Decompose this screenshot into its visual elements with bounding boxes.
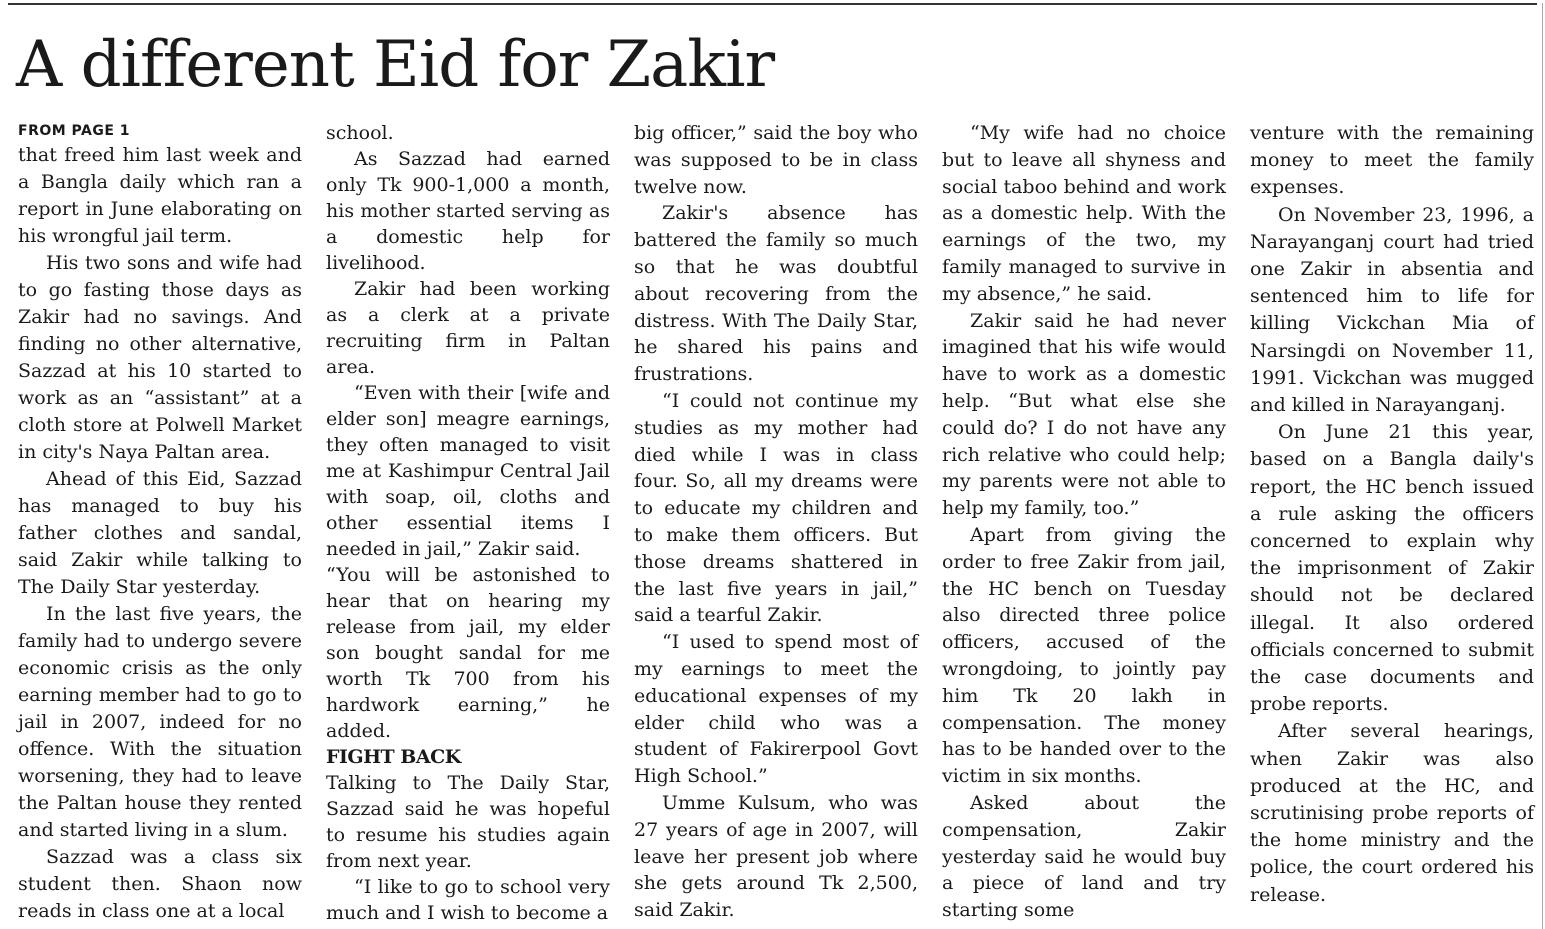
paragraph: venture with the remaining money to meet the family expenses.	[1250, 122, 1534, 199]
paragraph: “My wife had no choice but to leave all shyness and social taboo behind and work as a domestic help. With the earnings of the two, my family managed to survive in my absence,” he said.	[942, 122, 1226, 305]
paragraph: Zakir said he had never imagined that his wife would have to work as a domestic help. “But what else she could do? I do not have any rich relative who could help; my parents were not able to help my family, too.”	[942, 309, 1226, 520]
paragraph: Talking to The Daily Star, Sazzad said he was hopeful to resume his studies again from next year.	[326, 772, 610, 872]
paragraph: On June 21 this year, based on a Bangla daily's report, the HC bench issued a rule asking the officers concerned to explain why the imprisonment of Zakir should not be declared illegal. It also ordered officials concerned to submit the case documents and probe reports.	[1250, 421, 1534, 716]
paragraph: school.	[326, 122, 394, 144]
headline: A different Eid for Zakir	[16, 28, 775, 102]
paragraph: His two sons and wife had to go fasting those days as Zakir had no savings. And finding no other alternative, Sazzad at his 10 started to work as an “assistant” at a cloth store at Polwell Market in city's Naya Paltan area.	[18, 252, 302, 463]
paragraph: As Sazzad had earned only Tk 900-1,000 a month, his mother started serving as a domestic help for livelihood.	[326, 148, 610, 274]
paragraph: Sazzad was a class six student then. Shaon now reads in class one at a local	[18, 846, 302, 922]
paragraph: Apart from giving the order to free Zakir from jail, the HC bench on Tuesday also directed three police officers, accused of the wrongdoing, to jointly pay him Tk 20 lakh in compensation. The money has to be handed over to the victim in six months.	[942, 523, 1226, 788]
paragraph: Zakir's absence has battered the family so much so that he was doubtful about recovering from the distress. With The Daily Star, he shared his pains and frustrations.	[634, 202, 918, 386]
paragraph: “I used to spend most of my earnings to meet the educational expenses of my elder child who was a student of Fakirerpool Govt High School.”	[634, 631, 918, 788]
paragraph: Zakir had been working as a clerk at a private recruiting firm in Paltan area.	[326, 278, 610, 378]
paragraph: that freed him last week and a Bangla daily which ran a report in June elaborating on his wrongful jail term.	[18, 144, 302, 247]
article-column-4	[942, 120, 1226, 924]
kicker: FROM PAGE 1	[18, 123, 131, 139]
article-column-2	[326, 120, 610, 926]
paragraph: “Even with their [wife and elder son] meagre earnings, they often managed to visit me at Kashimpur Central Jail with soap, oil, cloths and other essential items I needed in jail,” Zakir said.	[326, 382, 610, 560]
paragraph: On November 23, 1996, a Narayanganj court had tried one Zakir in absentia and sentenced him to life for killing Vickchan Mia of Narsingdi on November 11, 1991. Vickchan was mugged and killed in Narayanganj.	[1250, 203, 1534, 417]
paragraph: Asked about the compensation, Zakir yesterday said he would buy a piece of land and try starting some	[942, 791, 1226, 922]
article-column-3	[634, 120, 918, 924]
subhead: FIGHT BACK	[326, 746, 461, 768]
paragraph: “I could not continue my studies as my mother had died while I was in class four. So, all my dreams were to educate my children and to make them officers. But those dreams shattered in the last five years in jail,” said a tearful Zakir.	[634, 389, 918, 627]
paragraph: big officer,” said the boy who was supposed to be in class twelve now.	[634, 122, 918, 198]
paragraph: After several hearings, when Zakir was also produced at the HC, and scrutinising probe reports of the home ministry and the police, the court ordered his release.	[1250, 720, 1534, 906]
paragraph: “You will be astonished to hear that on hearing my release from jail, my elder son bought sandal for me worth Tk 700 from his hardwork earning,” he added.	[326, 564, 610, 742]
article-column-5	[1250, 120, 1534, 909]
top-rule	[8, 3, 1537, 5]
paragraph: In the last five years, the family had to undergo severe economic crisis as the only earning member had to go to jail in 2007, indeed for no offence. With the situation worsening, they had to leave the Paltan house they rented and started living in a slum.	[18, 603, 302, 841]
right-border	[1542, 3, 1543, 929]
article-column-1	[18, 120, 302, 925]
paragraph: Umme Kulsum, who was 27 years of age in 2007, will leave her present job where she gets around Tk 2,500, said Zakir.	[634, 791, 918, 922]
paragraph: “I like to go to school very much and I wish to become a	[326, 876, 610, 924]
paragraph: Ahead of this Eid, Sazzad has managed to buy his father clothes and sandal, said Zakir while talking to The Daily Star yesterday.	[18, 468, 302, 598]
